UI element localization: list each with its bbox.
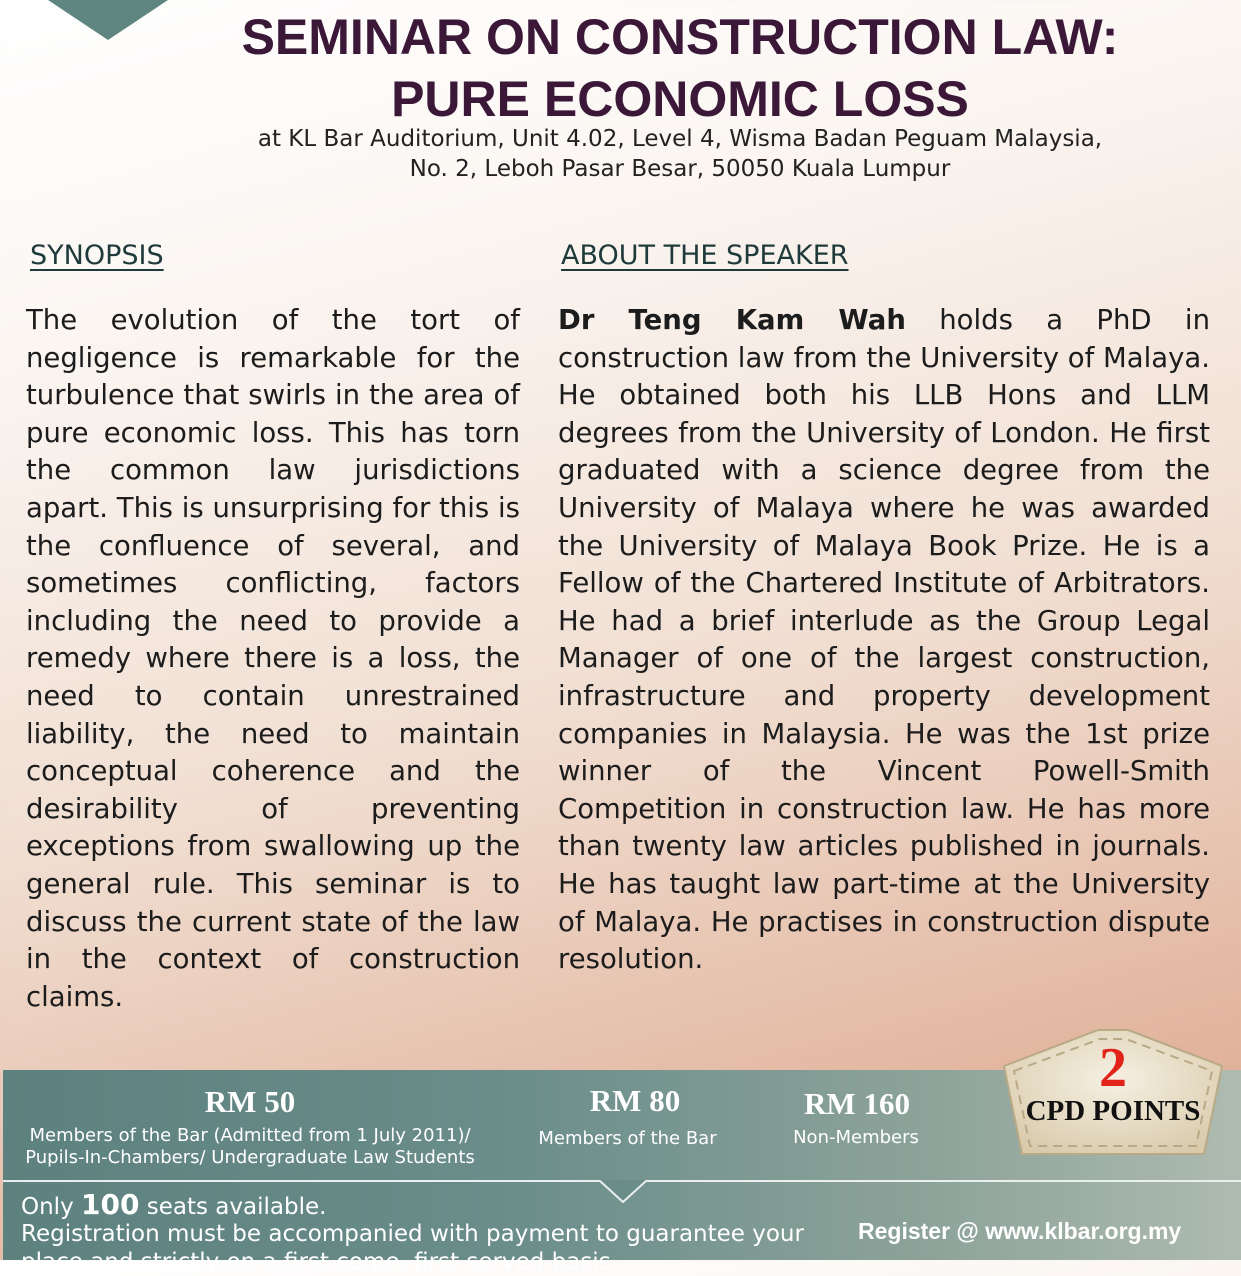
price-rm80: RM 80 bbox=[589, 1083, 681, 1118]
page-title-line1: SEMINAR ON CONSTRUCTION LAW: bbox=[241, 9, 1119, 65]
divider-notch-icon bbox=[600, 1180, 646, 1204]
venue-line2: No. 2, Leboh Pasar Besar, 50050 Kuala Lumpur bbox=[409, 156, 951, 182]
seats-suffix: seats available. bbox=[139, 1194, 327, 1220]
speaker-bio bbox=[558, 302, 1210, 979]
cpd-points-label: CPD POINTS bbox=[1025, 1095, 1201, 1127]
synopsis-heading: SYNOPSIS bbox=[30, 240, 164, 271]
venue-line1: at KL Bar Auditorium, Unit 4.02, Level 4, Wisma Badan Peguam Malaysia, bbox=[257, 126, 1103, 152]
speaker-heading: ABOUT THE SPEAKER bbox=[561, 240, 849, 271]
price-rm50-desc-line1: Members of the Bar (Admitted from 1 July 2011)/ bbox=[29, 1125, 471, 1146]
cpd-points-number: 2 bbox=[1099, 1037, 1127, 1099]
seats-count: 100 bbox=[81, 1188, 140, 1221]
speaker-name: Dr Teng Kam Wah bbox=[558, 304, 906, 336]
seats-prefix: Only bbox=[21, 1194, 81, 1220]
price-rm80-desc: Members of the Bar bbox=[538, 1128, 717, 1149]
register-link[interactable]: Register @ www.klbar.org.my bbox=[858, 1218, 1182, 1244]
speaker-bio-text: holds a PhD in construction law from the University of Malaya. He obtained both his LLB Hons and LLM degrees from the University of London. He first graduated with a science degree from the University of Malaya where he was awarded the University of Malaya Book Prize. He is a Fellow of the Chartered Institute of Arbitrators. He had a brief interlude as the Group Legal Manager of one of the largest construction, infrastructure and property development companies in Malaysia. He was the 1st prize winner of the Vincent Powell-Smith Competition in construction law. He has more than twenty law articles published in journals. He has taught law part-time at the University of Malaya. He practises in construction dispute resolution. bbox=[558, 304, 1210, 976]
price-rm50: RM 50 bbox=[204, 1084, 296, 1119]
page-title-line2: PURE ECONOMIC LOSS bbox=[391, 71, 969, 127]
price-rm160-desc: Non-Members bbox=[793, 1127, 919, 1148]
seats-available bbox=[21, 1188, 326, 1221]
synopsis-text: The evolution of the tort of negligence is remarkable for the turbulence that swirls in the area of pure economic loss. This has torn the common law jurisdictions apart. This is unsurprising for this is the confluence of several, and sometimes conflicting, factors including the need to provide a remedy where there is a loss, the need to contain unrestrained liability, the need to maintain conceptual coherence and the desirability of preventing exceptions from swallowing up the general rule. This seminar is to discuss the current state of the law in the context of construction claims. bbox=[26, 304, 520, 1013]
price-rm50-desc-line2: Pupils-In-Chambers/ Undergraduate Law Students bbox=[25, 1147, 475, 1168]
price-rm160: RM 160 bbox=[804, 1086, 910, 1121]
registration-note: Registration must be accompanied with payment to guarantee your place and strictly on a first come, first served basis. bbox=[21, 1221, 804, 1275]
